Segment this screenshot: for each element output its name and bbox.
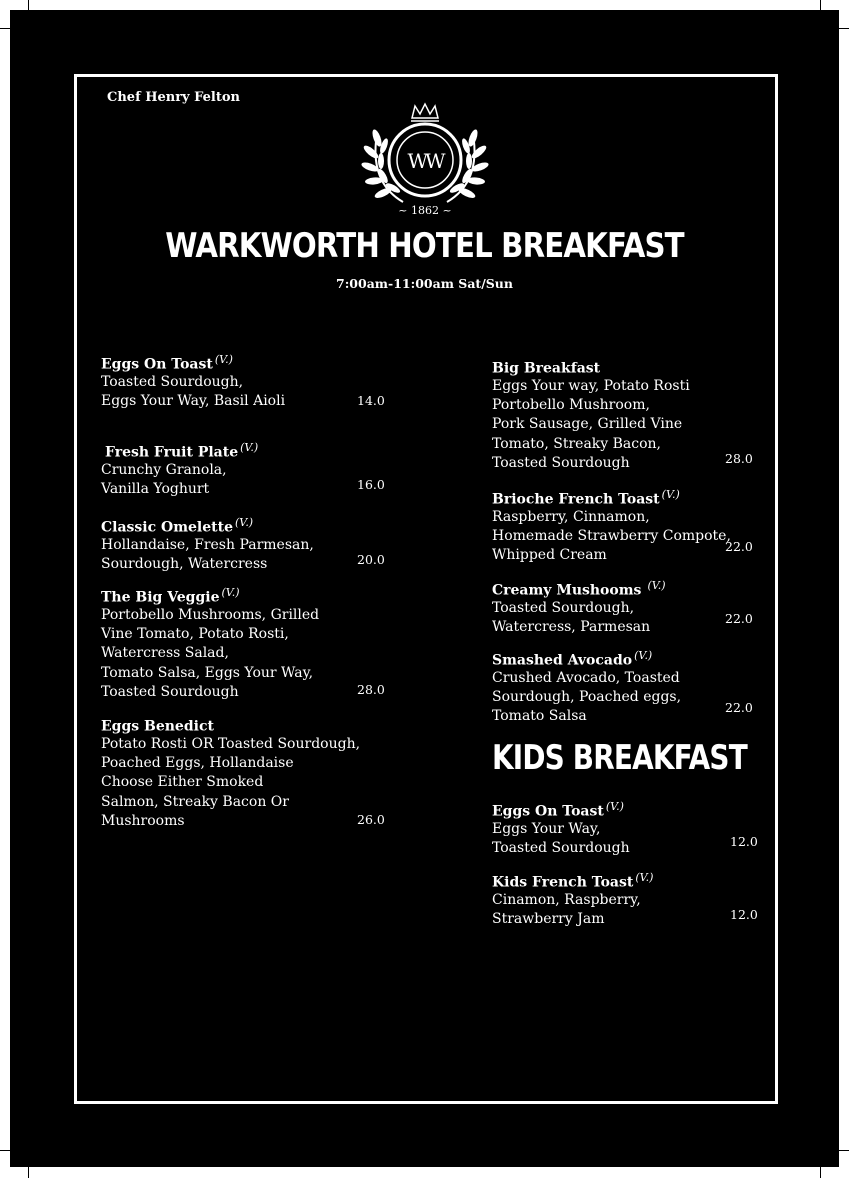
item-price: 28.0 <box>357 682 385 697</box>
item-description: Cinamon, Raspberry, Strawberry Jam <box>492 891 641 927</box>
vegetarian-tag: (V.) <box>214 353 233 366</box>
item-description: Portobello Mushrooms, Grilled Vine Tomato, Potato Rosti, Watercress Salad, Tomato Salsa, Eggs Your Way, Toasted Sourdough <box>101 606 320 700</box>
item-price: 28.0 <box>725 451 753 466</box>
menu-item <box>101 515 314 574</box>
item-description: Toasted Sourdough, Watercress, Parmesan <box>492 599 651 635</box>
item-description: Potato Rosti OR Toasted Sourdough, Poached Eggs, Hollandaise Choose Either Smoked Salmon, Streaky Bacon Or Mushrooms <box>101 735 361 829</box>
item-name: Fresh Fruit Plate <box>105 444 239 461</box>
vegetarian-tag: (V.) <box>240 441 259 454</box>
item-price: 22.0 <box>725 700 753 715</box>
logo-year: ~ 1862 ~ <box>398 204 452 217</box>
vegetarian-tag: (V.) <box>634 649 653 662</box>
menu-item <box>492 799 630 858</box>
item-description: Eggs Your way, Potato Rosti Portobello Mushroom, Pork Sausage, Grilled Vine Tomato, Streaky Bacon, Toasted Sourdough <box>492 377 690 471</box>
vegetarian-tag: (V.) <box>235 516 254 529</box>
item-description: Crushed Avocado, Toasted Sourdough, Poached eggs, Tomato Salsa <box>492 669 682 725</box>
menu-item <box>492 487 731 566</box>
menu-item <box>492 578 666 637</box>
menu-item <box>101 440 259 499</box>
vegetarian-tag: (V.) <box>661 488 680 501</box>
item-description: Toasted Sourdough, Eggs Your Way, Basil Aioli <box>101 373 286 409</box>
item-price: 16.0 <box>357 477 385 492</box>
menu-item <box>101 585 319 702</box>
opening-hours: 7:00am-11:00am Sat/Sun <box>336 276 513 291</box>
item-name: Creamy Mushooms <box>492 582 642 599</box>
menu-item <box>101 352 285 411</box>
crown-icon <box>411 104 439 121</box>
item-name: Eggs On Toast <box>101 356 213 373</box>
item-name: Brioche French Toast <box>492 491 660 508</box>
item-name: Eggs Benedict <box>101 718 214 735</box>
menu-item <box>101 714 360 831</box>
logo-monogram: WW <box>407 149 443 173</box>
menu-item <box>492 870 653 929</box>
item-price: 26.0 <box>357 812 385 827</box>
item-price: 12.0 <box>730 834 758 849</box>
item-description: Raspberry, Cinnamon, Homemade Strawberry Compote, Whipped Cream <box>492 508 731 564</box>
menu-item <box>492 648 681 727</box>
item-name: Smashed Avocado <box>492 652 633 669</box>
item-price: 22.0 <box>725 539 753 554</box>
item-description: Crunchy Granola, Vanilla Yoghurt <box>101 461 227 497</box>
menu-title: WARKWORTH HOTEL BREAKFAST <box>165 226 684 266</box>
item-price: 20.0 <box>357 552 385 567</box>
item-name: The Big Veggie <box>101 589 220 606</box>
item-price: 22.0 <box>725 611 753 626</box>
menu-item <box>492 356 690 473</box>
vegetarian-tag: (V.) <box>221 586 240 599</box>
vegetarian-tag: (V.) <box>635 871 654 884</box>
vegetarian-tag: (V.) <box>647 579 666 592</box>
item-name: Eggs On Toast <box>492 803 604 820</box>
chef-name: Chef Henry Felton <box>107 90 240 105</box>
item-price: 14.0 <box>357 393 385 408</box>
hotel-crest-logo <box>355 102 495 222</box>
item-name: Classic Omelette <box>101 519 233 536</box>
item-name: Big Breakfast <box>492 360 601 377</box>
item-name: Kids French Toast <box>492 874 634 891</box>
item-description: Eggs Your Way, Toasted Sourdough <box>492 820 630 856</box>
kids-section-title: KIDS BREAKFAST <box>492 738 747 778</box>
item-description: Hollandaise, Fresh Parmesan, Sourdough, Watercress <box>101 536 314 572</box>
item-price: 12.0 <box>730 907 758 922</box>
vegetarian-tag: (V.) <box>605 800 624 813</box>
